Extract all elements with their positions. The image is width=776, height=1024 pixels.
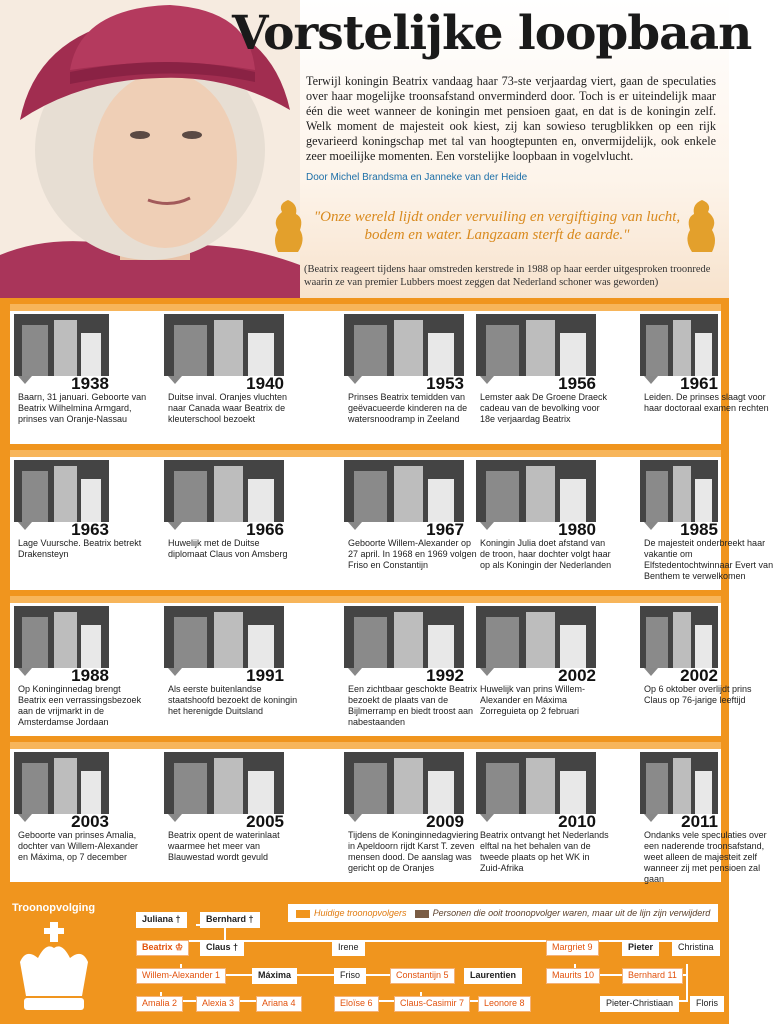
- event-description: Als eerste buitenlandse staatshoofd bezoekt de koningin het herenigde Duitsland: [168, 684, 298, 716]
- timeline-event: [476, 606, 596, 736]
- lion-icon: [268, 196, 308, 256]
- event-description: Beatrix opent de waterinlaat waarmee het meer van Blauwestad wordt gevuld: [168, 830, 280, 862]
- timeline-row: [10, 596, 752, 736]
- pointer-icon: [168, 376, 182, 384]
- pointer-icon: [168, 814, 182, 822]
- timeline-row: [10, 742, 767, 884]
- event-year: 2009: [426, 812, 464, 831]
- event-year: 1963: [71, 520, 109, 539]
- node-irene: Irene: [332, 940, 365, 956]
- pointer-icon: [348, 376, 362, 384]
- timeline-row: [10, 304, 769, 444]
- pointer-icon: [168, 668, 182, 676]
- legend: [288, 904, 718, 922]
- event-year: 1988: [71, 666, 109, 685]
- event-description: Prinses Beatrix temidden van geëvacueerde kinderen na de watersnoodramp in Zeeland: [348, 392, 468, 424]
- node-constantijn: Constantijn 5: [390, 968, 455, 984]
- event-photo: [14, 460, 109, 522]
- node-maxima: Máxima: [252, 968, 297, 984]
- event-description: Beatrix ontvangt het Nederlands elftal na het behalen van de tweede plaats op het WK in Zuid-Afrika: [480, 830, 609, 873]
- legend-current: Huidige troonopvolgers: [296, 908, 407, 918]
- timeline-event: [344, 460, 477, 590]
- node-friso: Friso: [334, 968, 366, 984]
- event-year: 2011: [681, 812, 718, 831]
- event-photo: [344, 752, 464, 814]
- node-floris: Floris: [690, 996, 724, 1012]
- timeline-event: [14, 606, 142, 736]
- timeline-event: [640, 606, 752, 736]
- event-year: 1967: [426, 520, 464, 539]
- event-photo: [476, 752, 596, 814]
- pointer-icon: [348, 522, 362, 530]
- event-year: 1985: [680, 520, 718, 539]
- event-photo: [14, 606, 109, 668]
- pointer-icon: [480, 376, 494, 384]
- pointer-icon: [480, 522, 494, 530]
- event-photo: [14, 752, 109, 814]
- event-year: 1991: [246, 666, 284, 685]
- event-year: 1956: [558, 374, 596, 393]
- timeline-event: [14, 752, 139, 882]
- event-photo: [164, 752, 284, 814]
- node-christina: Christina: [672, 940, 720, 956]
- node-leonore: Leonore 8: [478, 996, 531, 1012]
- event-description: Ondanks vele speculaties over een naderende troonsafstand, weet alleen de majesteit zelf wanneer zij met pensioen zal gaan: [644, 830, 767, 884]
- page-title: Vorstelijke loopbaan: [232, 6, 752, 61]
- event-description: Op Koninginnedag brengt Beatrix een verrassingsbezoek aan de vrijmarkt in de Amsterdamse Jordaan: [18, 684, 142, 727]
- event-photo: [164, 314, 284, 376]
- event-photo: [344, 314, 464, 376]
- succession-title: Troonopvolging: [12, 902, 96, 914]
- event-year: 2010: [558, 812, 596, 831]
- event-description: Koningin Julia doet afstand van de troon, haar dochter volgt haar op als Koningin der Nederlanden: [480, 538, 612, 570]
- event-description: Huwelijk van prins Willem-Alexander en Máxima Zorreguieta op 2 februari: [480, 684, 586, 716]
- node-claus: Claus †: [200, 940, 244, 956]
- event-year: 1961: [680, 374, 718, 393]
- event-year: 1938: [71, 374, 109, 393]
- pointer-icon: [18, 814, 32, 822]
- pointer-icon: [348, 814, 362, 822]
- succession-chart: [0, 888, 729, 1024]
- event-photo: [476, 460, 596, 522]
- node-juliana: Juliana †: [136, 912, 187, 928]
- event-year: 2002: [558, 666, 596, 685]
- event-description: Leiden. De prinses slaagt voor haar doctoraal examen rechten: [644, 392, 769, 413]
- event-photo: [344, 460, 464, 522]
- event-photo: [476, 606, 596, 668]
- timeline-event: [164, 314, 288, 444]
- event-photo: [640, 606, 718, 668]
- event-year: 2002: [680, 666, 718, 685]
- timeline-event: [344, 606, 478, 736]
- event-photo: [14, 314, 109, 376]
- event-description: De majesteit onderbreekt haar vakantie om Elfstedentochtwinnaar Evert van Benthem te verwelkomen: [644, 538, 774, 581]
- pointer-icon: [168, 522, 182, 530]
- intro-text: Terwijl koningin Beatrix vandaag haar 73-ste verjaardag viert, gaan de speculaties over haar mogelijke troonsafstand onverminderd door. Toch is er uiteindelijk maar één die weet wanneer de koningin met pensioen gaat, en dat is de koningin zelf. Welk moment de majesteit ook kiest, zij kan sowieso terugblikken op een rijk gevarieerd koningschap met tal van hoogtepunten en, onvermijdelijk, ook enkele zeer moeilijke momenten. Een vorstelijke loopbaan in vogelvlucht.: [306, 74, 716, 163]
- pointer-icon: [644, 522, 658, 530]
- event-photo: [640, 752, 718, 814]
- event-photo: [476, 314, 596, 376]
- event-description: Lemster aak De Groene Draeck cadeau van de bevolking voor 18e verjaardag Beatrix: [480, 392, 608, 424]
- event-description: Duitse inval. Oranjes vluchten naar Canada waar Beatrix de kleuterschool bezoekt: [168, 392, 288, 424]
- pointer-icon: [644, 814, 658, 822]
- quote-caption: (Beatrix reageert tijdens haar omstreden kerstrede in 1988 op haar eerder uitgesproken troonrede waarin ze van premier Lubbers moest zeggen dat Nederland schoner was geworden): [304, 264, 711, 288]
- event-description: Huwelijk met de Duitse diplomaat Claus von Amsberg: [168, 538, 288, 559]
- timeline-event: [476, 460, 612, 590]
- event-year: 1992: [426, 666, 464, 685]
- timeline-event: [164, 460, 288, 590]
- row-divider: [10, 304, 721, 311]
- pointer-icon: [480, 668, 494, 676]
- event-year: 1940: [246, 374, 284, 393]
- timeline-event: [164, 606, 298, 736]
- node-claus-casimir: Claus-Casimir 7: [394, 996, 470, 1012]
- node-pieter: Pieter: [622, 940, 659, 956]
- article-header: [0, 0, 752, 300]
- byline: Door Michel Brandsma en Janneke van der Heide: [306, 172, 528, 183]
- event-year: 1953: [426, 374, 464, 393]
- row-divider: [10, 742, 721, 749]
- event-description: Baarn, 31 januari. Geboorte van Beatrix Wilhelmina Armgard, prinses van Oranje-Nassau: [18, 392, 147, 424]
- event-description: Tijdens de Koninginnedagviering in Apeldoorn rijdt Karst T. zeven mensen dood. De aanslag was gericht op de Oranjes: [348, 830, 479, 873]
- row-divider: [10, 450, 721, 457]
- pointer-icon: [480, 814, 494, 822]
- lion-icon: [682, 196, 722, 256]
- pointer-icon: [348, 668, 362, 676]
- event-year: 2003: [71, 812, 109, 831]
- node-laurentien: Laurentien: [464, 968, 522, 984]
- event-year: 1966: [246, 520, 284, 539]
- event-photo: [640, 314, 718, 376]
- pointer-icon: [18, 522, 32, 530]
- timeline-row: [10, 450, 774, 590]
- timeline-event: [14, 314, 147, 444]
- event-year: 1980: [558, 520, 596, 539]
- timeline-event: [344, 314, 468, 444]
- node-bernhard: Bernhard †: [200, 912, 260, 928]
- event-photo: [640, 460, 718, 522]
- pointer-icon: [18, 376, 32, 384]
- timeline-event: [640, 460, 774, 590]
- crown-icon: [14, 918, 94, 1018]
- event-description: Een zichtbaar geschokte Beatrix bezoekt de plaats van de Bijlmerramp en biedt troost aan nabestaanden: [348, 684, 478, 727]
- node-maurits: Maurits 10: [546, 968, 600, 984]
- node-pieter-christiaan: Pieter-Christiaan: [600, 996, 679, 1012]
- timeline: [0, 298, 774, 888]
- timeline-event: [344, 752, 479, 882]
- node-bernhard11: Bernhard 11: [622, 968, 683, 984]
- timeline-event: [640, 752, 767, 884]
- event-description: Geboorte van prinses Amalia, dochter van Willem-Alexander en Máxima, op 7 december: [18, 830, 139, 862]
- quote-block: [268, 196, 722, 260]
- event-photo: [164, 460, 284, 522]
- event-description: Lage Vuursche. Beatrix betrekt Drakensteyn: [18, 538, 142, 559]
- event-year: 2005: [246, 812, 284, 831]
- row-divider: [10, 596, 721, 603]
- node-beatrix: Beatrix ♔: [136, 940, 189, 956]
- pointer-icon: [644, 376, 658, 384]
- event-photo: [344, 606, 464, 668]
- node-ariana: Ariana 4: [256, 996, 302, 1012]
- pointer-icon: [644, 668, 658, 676]
- node-alexia: Alexia 3: [196, 996, 240, 1012]
- timeline-event: [476, 752, 609, 882]
- timeline-event: [14, 460, 142, 590]
- event-description: Geboorte Willem-Alexander op 27 april. In 1968 en 1969 volgen Friso en Constantijn: [348, 538, 477, 570]
- node-margriet: Margriet 9: [546, 940, 599, 956]
- event-photo: [164, 606, 284, 668]
- quote-text: "Onze wereld lijdt onder vervuiling en vergiftiging van lucht, bodem en water. Langzaam sterft de aarde.": [313, 209, 681, 243]
- legend-former: Personen die ooit troonopvolger waren, maar uit de lijn zijn verwijderd: [415, 908, 711, 918]
- pointer-icon: [18, 668, 32, 676]
- node-willem-alexander: Willem-Alexander 1: [136, 968, 226, 984]
- timeline-event: [476, 314, 608, 444]
- event-description: Op 6 oktober overlijdt prins Claus op 76-jarige leeftijd: [644, 684, 752, 705]
- node-amalia: Amalia 2: [136, 996, 183, 1012]
- timeline-event: [640, 314, 769, 444]
- timeline-event: [164, 752, 284, 882]
- node-eloise: Eloïse 6: [334, 996, 379, 1012]
